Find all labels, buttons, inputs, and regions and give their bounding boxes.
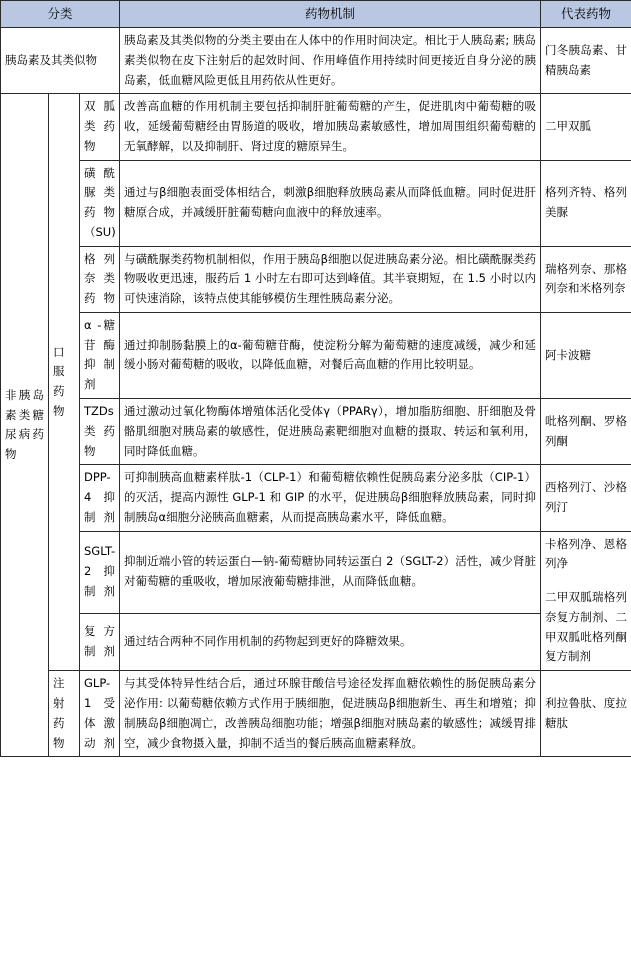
route-oral: 口服药物 xyxy=(49,94,80,671)
subclass-tzd: TZDs 类药物 xyxy=(80,399,120,465)
route-injection: 注射药物 xyxy=(49,671,80,757)
table-row-agi xyxy=(1,312,631,398)
mechanism-tzd: 通过激动过氧化物酶体增殖体活化受体γ（PPARγ），增加脂肪细胞、肝细胞及骨骼肌细胞对胰岛素的敏感性，促进胰岛素靶细胞对血糖的摄取、转运和氧利用，同时降低血糖。 xyxy=(120,399,541,465)
mechanism-sglt2-inhibitor: 抑制近端小管的转运蛋白—钠-葡萄糖协同转运蛋白 2（SGLT-2）活性，减少肾脏对葡萄糖的重吸收，增加尿液葡萄糖排泄，从而降低血糖。 xyxy=(120,531,541,613)
table-row-insulin xyxy=(1,28,631,94)
representative-tzd: 吡格列酮、罗格列酮 xyxy=(541,399,631,465)
subclass-dpp4-inhibitor: DPP-4 抑制剂 xyxy=(80,465,120,531)
group-insulin: 胰岛素及其类似物 xyxy=(1,28,120,94)
table-row-dpp4 xyxy=(1,465,631,531)
mechanism-combination: 通过结合两种不同作用机制的药物起到更好的降糖效果。 xyxy=(120,613,541,671)
subclass-combination: 复方制剂 xyxy=(80,613,120,671)
mechanism-insulin: 胰岛素及其类似物的分类主要由在人体中的作用时间决定。相比于人胰岛素; 胰岛素类似物在皮下注射后的起效时间、作用峰值作用持续时间更接近自身分泌的胰岛素，低血糖风险更低且用药依从性更好。 xyxy=(120,28,541,94)
group-non-insulin: 非胰岛素类糖尿病药物 xyxy=(1,94,49,757)
table-row-tzd xyxy=(1,399,631,465)
mechanism-sulfonylurea: 通过与β细胞表面受体相结合，刺激β细胞释放胰岛素从而降低血糖。同时促进肝糖原合成，并减缓肝脏葡萄糖向血液中的释放速率。 xyxy=(120,160,541,246)
mechanism-alpha-glucosidase-inhibitor: 通过抑制肠黏膜上的α-葡萄糖苷酶，使淀粉分解为葡萄糖的速度减缓，减少和延缓小肠对葡萄糖的吸收，以降低血糖，对餐后高血糖的作用比较明显。 xyxy=(120,312,541,398)
representative-insulin: 门冬胰岛素、甘精胰岛素 xyxy=(541,28,631,94)
table-header-row xyxy=(1,1,631,28)
representative-glinide: 瑞格列奈、那格列奈和米格列奈 xyxy=(541,246,631,312)
table-row-sglt2 xyxy=(1,531,631,613)
representative-combination: 二甲双胍瑞格列奈复方制剂、二甲双胍吡格列酮复方制剂 xyxy=(545,590,628,664)
representative-glp1-agonist: 利拉鲁肽、度拉糖肽 xyxy=(541,671,631,757)
table-row-biguanide xyxy=(1,94,631,160)
representative-alpha-glucosidase-inhibitor: 阿卡波糖 xyxy=(541,312,631,398)
subclass-glp1-agonist: GLP-1 受体激动剂 xyxy=(80,671,120,757)
representative-sulfonylurea: 格列齐特、格列美脲 xyxy=(541,160,631,246)
mechanism-biguanide: 改善高血糖的作用机制主要包括抑制肝脏葡萄糖的产生，促进肌肉中葡萄糖的吸收，延缓葡萄糖经由胃肠道的吸收，增加胰岛素敏感性，增加周围组织葡萄糖的无氧酵解，以及抑制肝、肾过度的糖原异生。 xyxy=(120,94,541,160)
table-row-glinide xyxy=(1,246,631,312)
subclass-alpha-glucosidase-inhibitor: α -糖苷酶抑制剂 xyxy=(80,312,120,398)
representative-sglt2: 卡格列净、恩格列净 xyxy=(545,536,628,571)
subclass-sglt2-inhibitor: SGLT-2 抑制剂 xyxy=(80,531,120,613)
mechanism-glinide: 与磺酰脲类药物机制相似，作用于胰岛β细胞以促进胰岛素分泌。相比磺酰脲类药物吸收更迅速，服药后 1 小时左右即可达到峰值。其半衰期短，在 1.5 小时以内可快速消除，该特点使其能够模仿生理性胰岛素分泌。 xyxy=(120,246,541,312)
mechanism-dpp4-inhibitor: 可抑制胰高血糖素样肽-1（CLP-1）和葡萄糖依赖性促胰岛素分泌多肽（CIP-1）的灭活，提高内源性 GLP-1 和 GIP 的水平，促进胰岛β细胞释放胰岛素，同时抑制胰岛α细胞分泌胰高血糖素，从而提高胰岛素水平，降低血糖。 xyxy=(120,465,541,531)
representative-biguanide: 二甲双胍 xyxy=(541,94,631,160)
table-row-sulfonylurea xyxy=(1,160,631,246)
subclass-biguanide: 双胍类药物 xyxy=(80,94,120,160)
mechanism-glp1-agonist: 与其受体特异性结合后，通过环腺苷酸信号途径发挥血糖依赖性的肠促胰岛素分泌作用: 以葡萄糖依赖方式作用于胰细胞，促进胰岛β细胞新生、再生和增殖；抑制胰岛β细胞凋亡，改善胰岛细胞功能；增强β细胞对胰岛素的敏感性；减缓胃排空，减少食物摄入量，抑制不适当的餐后胰高血糖素释放。 xyxy=(120,671,541,757)
header-mechanism: 药物机制 xyxy=(120,1,541,28)
representative-dpp4-inhibitor: 西格列汀、沙格列汀 xyxy=(541,465,631,531)
subclass-glinide: 格列奈类药物 xyxy=(80,246,120,312)
header-representative: 代表药物 xyxy=(541,1,631,28)
subclass-sulfonylurea: 磺酰脲类药物（SU) xyxy=(80,160,120,246)
table-row-combination xyxy=(1,613,631,671)
header-classification: 分类 xyxy=(1,1,120,28)
representative-sglt2-and-combination xyxy=(541,531,631,671)
table-row-glp1 xyxy=(1,671,631,757)
